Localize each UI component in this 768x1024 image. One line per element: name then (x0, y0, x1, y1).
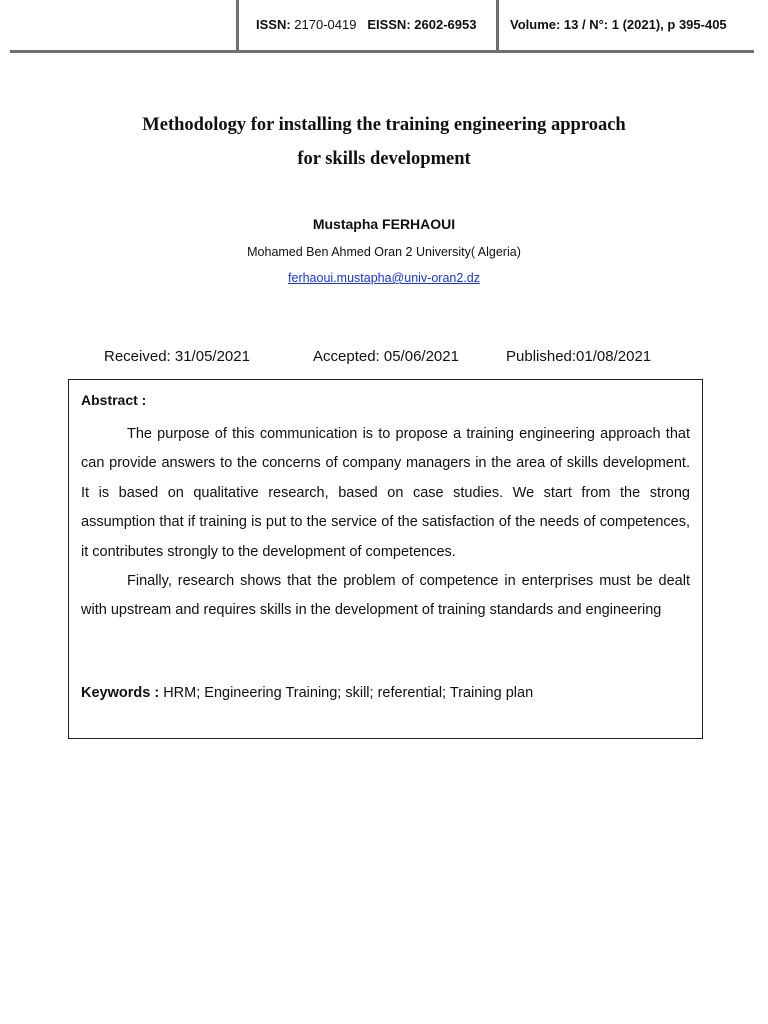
keywords-line (81, 685, 533, 701)
issn-label: ISSN: (256, 17, 291, 32)
accepted-date: Accepted: 05/06/2021 (313, 348, 459, 365)
issn-info (256, 17, 476, 32)
issn-value: 2170-0419 (294, 17, 357, 32)
title-line-1: Methodology for installing the training engineering approach (142, 115, 626, 135)
header-divider (236, 0, 239, 51)
author-name: Mustapha FERHAOUI (312, 216, 456, 232)
abstract-paragraph: The purpose of this communication is to propose a training engineering approach that can provide answers to the concerns of company managers in the area of skills development. It is based on qualitative research, based on case studies. We start from the strong assumption that if training is put to the service of the satisfaction of the needs of competences, it contributes strongly to the development of competences. (81, 426, 690, 560)
abstract-body (81, 420, 690, 626)
keywords-label: Keywords : (81, 685, 160, 701)
abstract-heading: Abstract : (81, 392, 147, 408)
eissn-label: EISSN: (367, 17, 411, 32)
paper-title (84, 108, 684, 176)
keywords-list: HRM; Engineering Training; skill; referential; Training plan (163, 685, 534, 701)
header-rule (10, 50, 754, 53)
received-date: Received: 31/05/2021 (104, 348, 250, 365)
title-line-2: for skills development (297, 149, 471, 169)
author-email-link[interactable]: ferhaoui.mustapha@univ-oran2.dz (288, 271, 480, 285)
abstract-paragraph: Finally, research shows that the problem of competence in enterprises must be dealt with upstream and requires skills in the development of training standards and engineering (81, 573, 690, 619)
published-date: Published:01/08/2021 (506, 348, 652, 365)
eissn-value: 2602-6953 (414, 17, 477, 32)
journal-header (0, 0, 768, 54)
volume-info: Volume: 13 / N°: 1 (2021), p 395-405 (510, 17, 727, 32)
author-affiliation: Mohamed Ben Ahmed Oran 2 University( Algeria) (247, 245, 521, 259)
header-divider (496, 0, 499, 51)
abstract-box (68, 379, 703, 739)
